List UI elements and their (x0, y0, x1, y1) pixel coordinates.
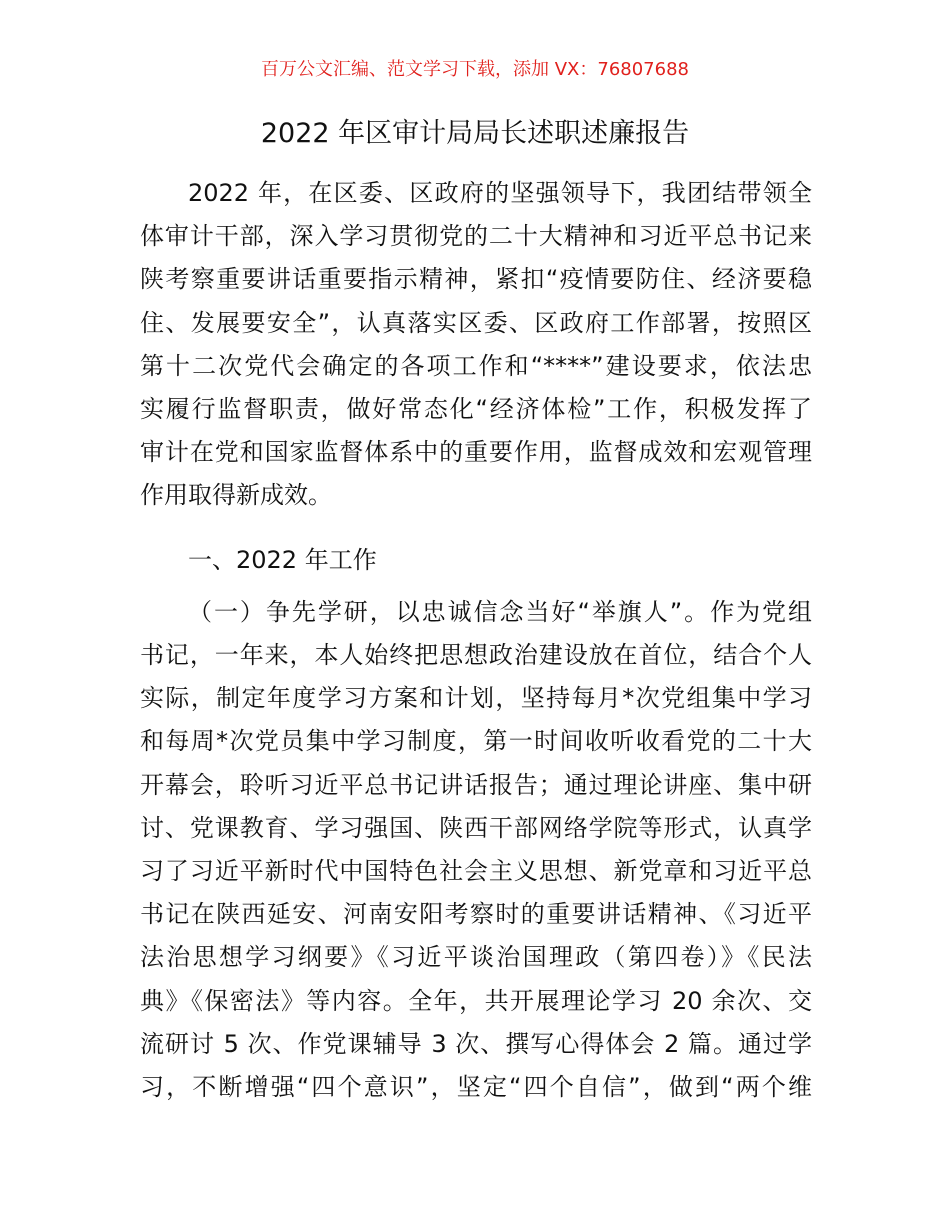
text-line: 讨、党课教育、学习强国、陕西干部网络学院等形式，认真学 (140, 813, 812, 842)
text-line: 书记在陕西延安、河南安阳考察时的重要讲话精神、《习近平 (140, 900, 812, 929)
text-line: 习，不断增强“四个意识”，坚定“四个自信”，做到“两个维 (140, 1073, 812, 1102)
text-line: 实履行监督职责，做好常态化“经济体检”工作，积极发挥了 (140, 395, 812, 424)
text-line: 审计在党和国家监督体系中的重要作用，监督成效和宏观管理 (140, 438, 812, 467)
text-line: 典》《保密法》等内容。全年，共开展理论学习 20 余次、交 (140, 986, 812, 1015)
text-line: 流研讨 5 次、作党课辅导 3 次、撰写心得体会 2 篇。通过学 (140, 1029, 812, 1058)
text-line: 第十二次党代会确定的各项工作和“****”建设要求，依法忠 (140, 351, 812, 380)
text-line: 习了习近平新时代中国特色社会主义思想、新党章和习近平总 (140, 857, 812, 886)
text-line: 2022 年，在区委、区政府的坚强领导下，我团结带领全 (188, 179, 812, 207)
text-line: 实际，制定年度学习方案和计划，坚持每月*次党组集中学习 (140, 684, 812, 713)
header-banner: 百万公文汇编、范文学习下载，添加 VX：76807688 (261, 59, 689, 80)
text-line: （一）争先学研，以忠诚信念当好“举旗人”。作为党组 (188, 597, 812, 626)
text-line: 开幕会，聆听习近平总书记讲话报告；通过理论讲座、集中研 (140, 770, 812, 799)
text-line: 和每周*次党员集中学习制度，第一时间收听收看党的二十大 (140, 727, 812, 756)
text-line: 陕考察重要讲话重要指示精神，紧扣“疫情要防住、经济要稳 (140, 265, 812, 294)
text-line: 作用取得新成效。 (140, 481, 332, 510)
text-line: 住、发展要安全”，认真落实区委、区政府工作部署，按照区 (140, 308, 812, 337)
text-line: 法治思想学习纲要》《习近平谈治国理政（第四卷）》《民法 (140, 943, 812, 972)
document-title: 2022 年区审计局局长述职述廉报告 (260, 118, 690, 149)
text-line: 书记，一年来，本人始终把思想政治建设放在首位，结合个人 (140, 641, 812, 670)
subsection-paragraph (140, 591, 812, 1109)
text-line: 体审计干部，深入学习贯彻党的二十大精神和习近平总书记来 (140, 222, 812, 251)
section-heading: 一、2022 年工作 (188, 545, 377, 574)
intro-paragraph (140, 172, 812, 518)
document-body (140, 172, 812, 1109)
